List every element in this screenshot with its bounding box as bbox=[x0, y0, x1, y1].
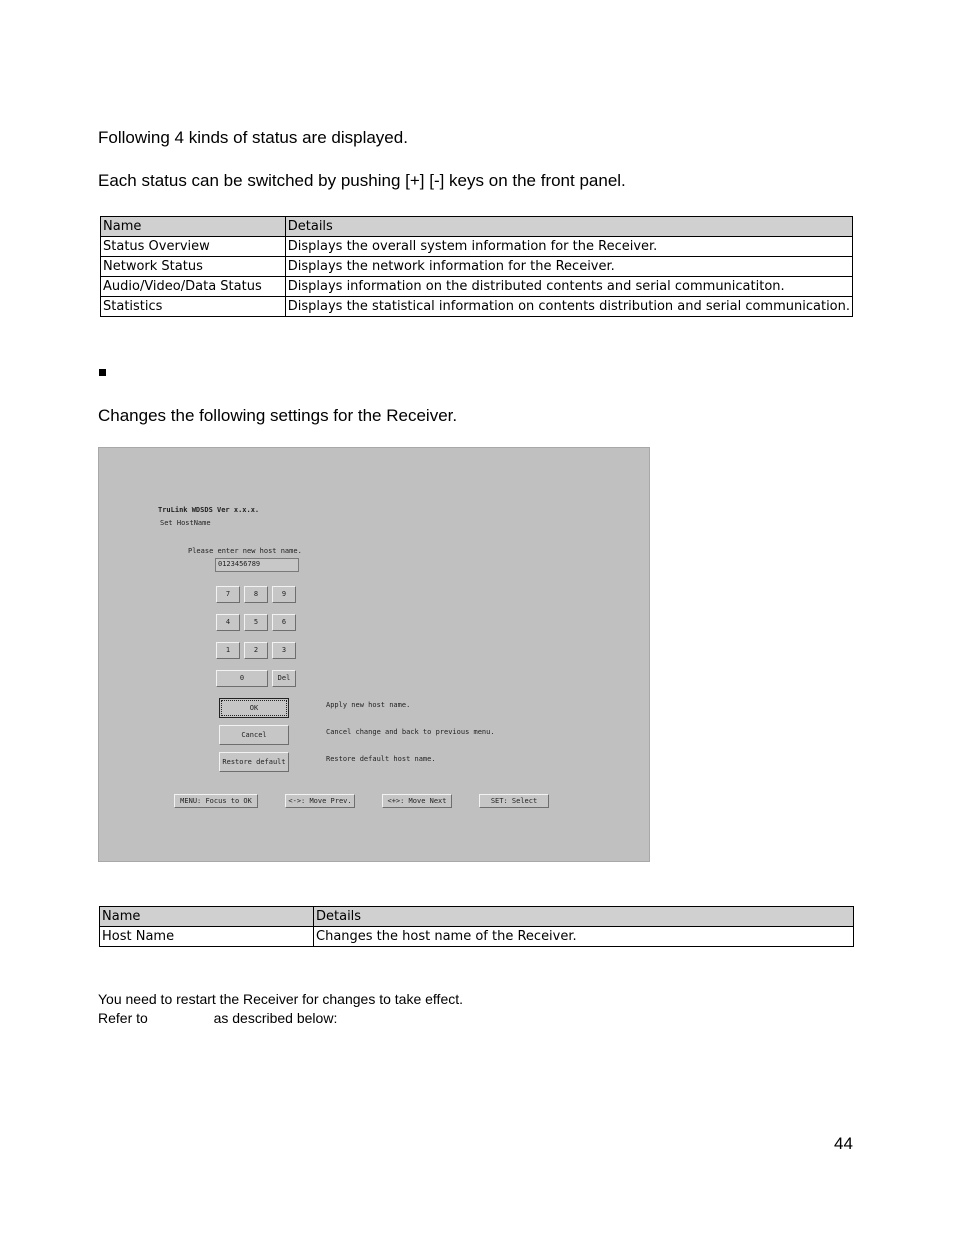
move-prev-button[interactable]: <->: Move Prev. bbox=[285, 794, 355, 808]
key-4-button[interactable]: 4 bbox=[216, 614, 240, 631]
key-1-button[interactable]: 1 bbox=[216, 642, 240, 659]
restore-description: Restore default host name. bbox=[326, 755, 436, 763]
ok-description: Apply new host name. bbox=[326, 701, 411, 709]
section-text: Changes the following settings for the Receiver. bbox=[98, 406, 458, 425]
row-name: Status Overview bbox=[101, 237, 286, 257]
row-details: Displays the network information for the Receiver. bbox=[285, 257, 852, 277]
table-row bbox=[101, 297, 853, 317]
screen-title: TruLink WDSDS Ver x.x.x. bbox=[158, 506, 260, 514]
host-table bbox=[99, 906, 854, 947]
note-refer-to: Refer to bbox=[98, 1010, 148, 1026]
key-2-button[interactable]: 2 bbox=[244, 642, 268, 659]
key-7-button[interactable]: 7 bbox=[216, 586, 240, 603]
row-name: Statistics bbox=[101, 297, 286, 317]
set-select-button[interactable]: SET: Select bbox=[479, 794, 549, 808]
page-number: 44 bbox=[834, 1134, 853, 1153]
note-as-described: as described below: bbox=[213, 1010, 338, 1026]
key-5-button[interactable]: 5 bbox=[244, 614, 268, 631]
key-9-button[interactable]: 9 bbox=[272, 586, 296, 603]
header-details: Details bbox=[314, 907, 854, 927]
bullet-square-icon bbox=[99, 369, 106, 376]
note-line-2 bbox=[98, 1009, 337, 1027]
device-screenshot bbox=[98, 447, 650, 862]
key-3-button[interactable]: 3 bbox=[272, 642, 296, 659]
row-details: Displays the overall system information for the Receiver. bbox=[285, 237, 852, 257]
key-6-button[interactable]: 6 bbox=[272, 614, 296, 631]
cancel-description: Cancel change and back to previous menu. bbox=[326, 728, 495, 736]
restore-default-button[interactable]: Restore default bbox=[219, 752, 289, 772]
key-0-button[interactable]: 0 bbox=[216, 670, 268, 687]
table-row bbox=[100, 927, 854, 947]
table-header-row bbox=[100, 907, 854, 927]
move-next-button[interactable]: <+>: Move Next bbox=[382, 794, 452, 808]
intro-line-1: Following 4 kinds of status are displayed. bbox=[98, 128, 408, 147]
table-row bbox=[101, 277, 853, 297]
host-name-input[interactable]: 0123456789 bbox=[215, 558, 299, 572]
table-header-row bbox=[101, 217, 853, 237]
header-name: Name bbox=[100, 907, 314, 927]
status-table bbox=[100, 216, 853, 317]
note-line-1: You need to restart the Receiver for changes to take effect. bbox=[98, 991, 464, 1007]
screen-prompt: Please enter new host name. bbox=[188, 547, 302, 555]
row-name: Host Name bbox=[100, 927, 314, 947]
header-details: Details bbox=[285, 217, 852, 237]
row-details: Displays information on the distributed contents and serial communicatiton. bbox=[285, 277, 852, 297]
intro-line-2: Each status can be switched by pushing [+] [-] keys on the front panel. bbox=[98, 171, 626, 190]
header-name: Name bbox=[101, 217, 286, 237]
row-details: Changes the host name of the Receiver. bbox=[314, 927, 854, 947]
delete-button[interactable]: Del bbox=[272, 670, 296, 687]
key-8-button[interactable]: 8 bbox=[244, 586, 268, 603]
screen-subtitle: Set HostName bbox=[160, 519, 211, 527]
row-name: Audio/Video/Data Status bbox=[101, 277, 286, 297]
table-row bbox=[101, 257, 853, 277]
menu-focus-ok-button[interactable]: MENU: Focus to OK bbox=[174, 794, 258, 808]
cancel-button[interactable]: Cancel bbox=[219, 725, 289, 745]
row-name: Network Status bbox=[101, 257, 286, 277]
row-details: Displays the statistical information on contents distribution and serial communication. bbox=[285, 297, 852, 317]
ok-button[interactable]: OK bbox=[219, 698, 289, 718]
table-row bbox=[101, 237, 853, 257]
